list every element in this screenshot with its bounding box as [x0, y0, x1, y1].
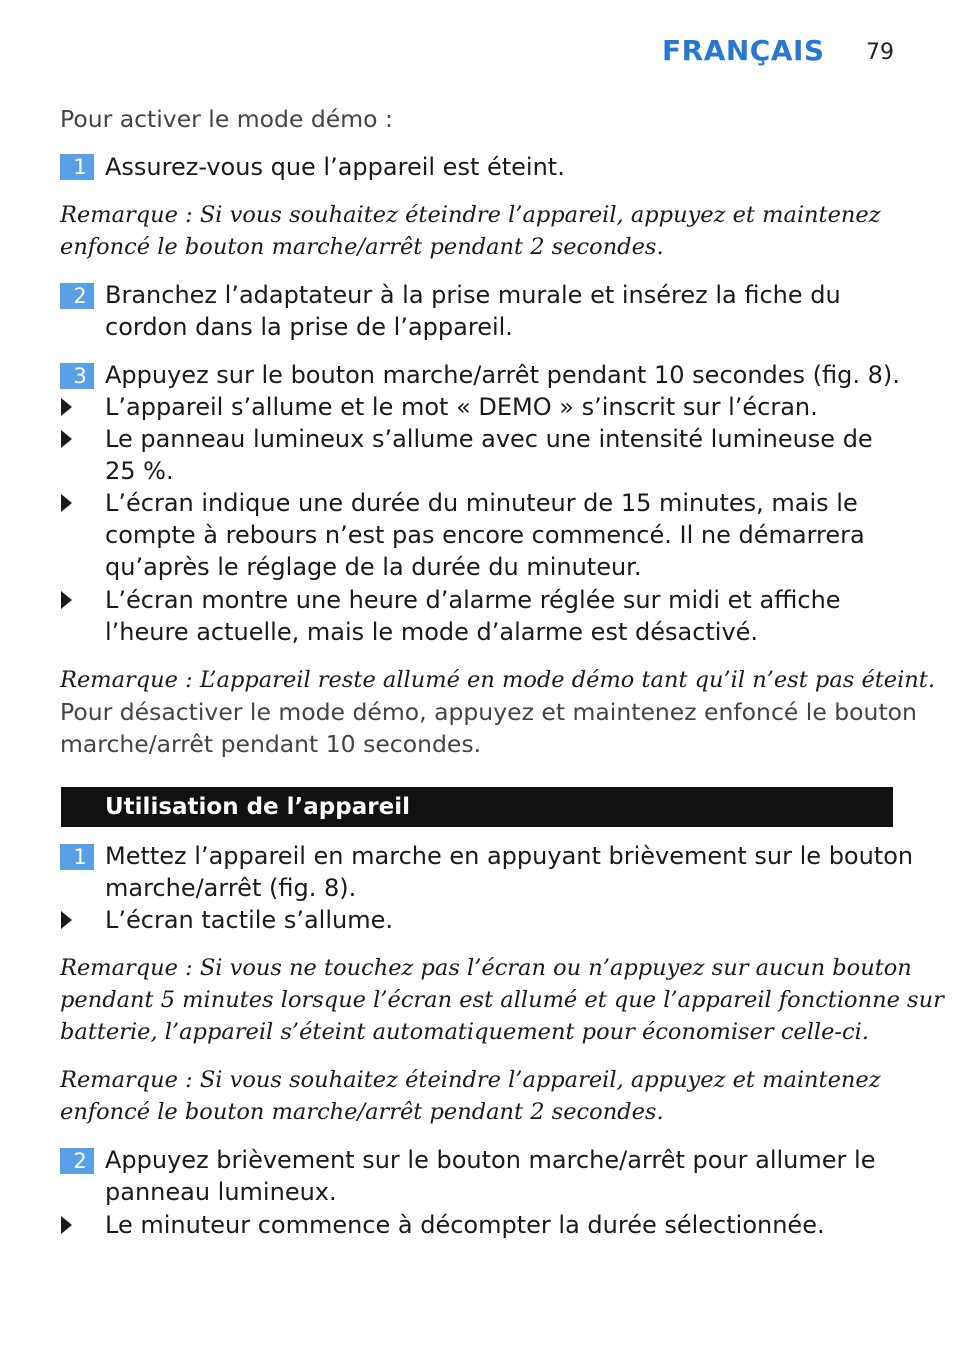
step-text: Appuyez sur le bouton marche/arrêt pendant 10 secondes (fig. 8).	[105, 361, 900, 389]
note-line: Pour désactiver le mode démo, appuyez et maintenez enfoncé le bouton	[60, 698, 917, 726]
step-text: panneau lumineux.	[105, 1178, 337, 1206]
page-number: 79	[866, 40, 894, 65]
note-line: marche/arrêt pendant 10 secondes.	[60, 730, 482, 758]
step-text: Branchez l’adaptateur à la prise murale et insérez la fiche du	[105, 281, 841, 309]
result-text: L’écran tactile s’allume.	[105, 906, 393, 934]
result-arrow-icon	[61, 591, 72, 609]
result-text: Le minuteur commence à décompter la durée sélectionnée.	[105, 1211, 825, 1239]
step-text: cordon dans la prise de l’appareil.	[105, 313, 513, 341]
note-line: Remarque : L’appareil reste allumé en mode démo tant qu’il n’est pas éteint.	[60, 667, 935, 693]
language-heading: FRANÇAIS	[662, 34, 825, 67]
result-text: L’écran indique une durée du minuteur de 15 minutes, mais le	[105, 489, 858, 517]
note-line: Remarque : Si vous souhaitez éteindre l’appareil, appuyez et maintenez	[60, 1067, 881, 1093]
step-number-badge: 3	[60, 363, 94, 389]
result-text: l’heure actuelle, mais le mode d’alarme est désactivé.	[105, 618, 759, 646]
result-text: L’écran montre une heure d’alarme réglée sur midi et affiche	[105, 586, 841, 614]
section-title: Utilisation de l’appareil	[105, 794, 410, 820]
note-line: Remarque : Si vous ne touchez pas l’écran ou n’appuyez sur aucun bouton	[60, 955, 912, 981]
result-arrow-icon	[61, 494, 72, 512]
note-line: batterie, l’appareil s’éteint automatiquement pour économiser celle-ci.	[60, 1019, 869, 1045]
step-text: marche/arrêt (fig. 8).	[105, 874, 357, 902]
step-text: Mettez l’appareil en marche en appuyant brièvement sur le bouton	[105, 842, 914, 870]
note-line: enfoncé le bouton marche/arrêt pendant 2 secondes.	[60, 1099, 664, 1125]
result-text: compte à rebours n’est pas encore commencé. Il ne démarrera	[105, 521, 865, 549]
result-arrow-icon	[61, 1216, 72, 1234]
result-text: Le panneau lumineux s’allume avec une intensité lumineuse de	[105, 425, 873, 453]
result-text: qu’après le réglage de la durée du minuteur.	[105, 553, 642, 581]
result-arrow-icon	[61, 398, 72, 416]
step-number-badge: 2	[60, 283, 94, 309]
step-number-badge: 2	[60, 1148, 94, 1174]
intro-text: Pour activer le mode démo :	[60, 105, 393, 133]
result-text: L’appareil s’allume et le mot « DEMO » s’inscrit sur l’écran.	[105, 393, 818, 421]
step-text: Appuyez brièvement sur le bouton marche/arrêt pour allumer le	[105, 1146, 876, 1174]
result-arrow-icon	[61, 911, 72, 929]
step-number-badge: 1	[60, 154, 94, 180]
step-text: Assurez-vous que l’appareil est éteint.	[105, 153, 565, 181]
note-line: pendant 5 minutes lorsque l’écran est allumé et que l’appareil fonctionne sur	[60, 987, 944, 1013]
result-text: 25 %.	[105, 457, 174, 485]
note-line: Remarque : Si vous souhaitez éteindre l’appareil, appuyez et maintenez	[60, 202, 881, 228]
result-arrow-icon	[61, 430, 72, 448]
note-line: enfoncé le bouton marche/arrêt pendant 2 secondes.	[60, 234, 664, 260]
step-number-badge: 1	[60, 844, 94, 870]
